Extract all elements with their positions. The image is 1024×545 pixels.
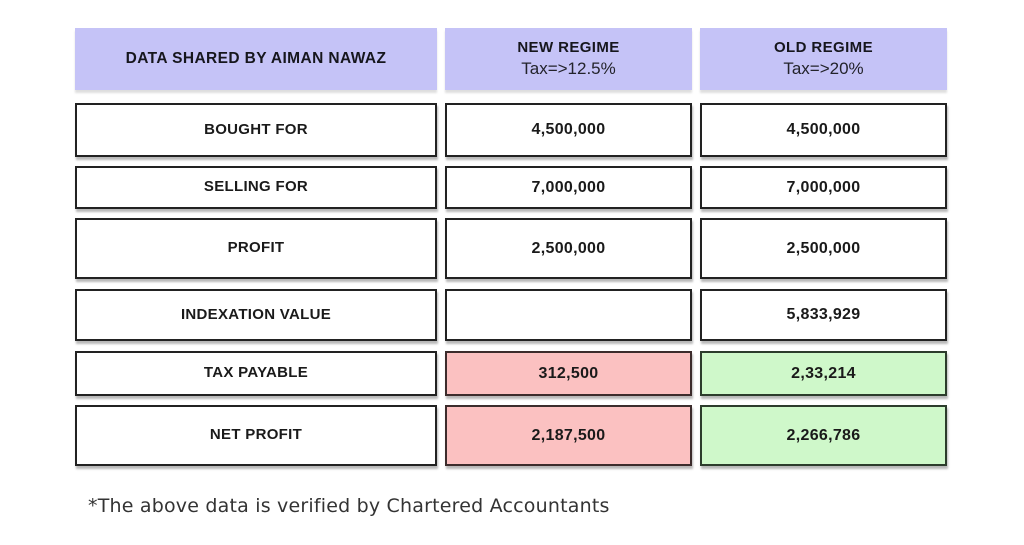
header-new-regime-cell bbox=[445, 28, 692, 90]
table-row-net-profit bbox=[75, 405, 947, 466]
header-data-source-cell: DATA SHARED BY AIMAN NAWAZ bbox=[75, 28, 437, 90]
header-old-regime-tax-rate: Tax=>20% bbox=[783, 58, 864, 78]
cell-new-regime-empty bbox=[445, 289, 692, 341]
header-new-regime-title: NEW REGIME bbox=[517, 39, 620, 56]
table-body bbox=[75, 103, 947, 466]
header-old-regime-title: OLD REGIME bbox=[773, 39, 873, 56]
row-label: SELLING FOR bbox=[75, 166, 437, 209]
cell-old-regime: 2,500,000 bbox=[700, 218, 947, 279]
table-row-selling-for bbox=[75, 166, 947, 209]
table-row-bought-for bbox=[75, 103, 947, 157]
cell-new-regime: 2,500,000 bbox=[445, 218, 692, 279]
cell-new-regime-highlight-negative: 312,500 bbox=[445, 351, 692, 396]
table-row-indexation-value bbox=[75, 289, 947, 341]
table-row-tax-payable bbox=[75, 351, 947, 396]
row-label: PROFIT bbox=[75, 218, 437, 279]
row-label: BOUGHT FOR bbox=[75, 103, 437, 157]
header-row bbox=[75, 28, 947, 90]
table-row-profit bbox=[75, 218, 947, 279]
tax-regime-comparison-table bbox=[75, 28, 947, 466]
header-old-regime-cell bbox=[700, 28, 947, 90]
row-label: NET PROFIT bbox=[75, 405, 437, 466]
cell-old-regime: 4,500,000 bbox=[700, 103, 947, 157]
cell-old-regime: 5,833,929 bbox=[700, 289, 947, 341]
verification-footnote: *The above data is verified by Chartered Accountants bbox=[88, 495, 610, 517]
cell-new-regime: 7,000,000 bbox=[445, 166, 692, 209]
row-label: INDEXATION VALUE bbox=[75, 289, 437, 341]
row-label: TAX PAYABLE bbox=[75, 351, 437, 396]
cell-new-regime: 4,500,000 bbox=[445, 103, 692, 157]
cell-new-regime-highlight-negative: 2,187,500 bbox=[445, 405, 692, 466]
header-new-regime-tax-rate: Tax=>12.5% bbox=[521, 58, 616, 78]
cell-old-regime-highlight-positive: 2,33,214 bbox=[700, 351, 947, 396]
cell-old-regime-highlight-positive: 2,266,786 bbox=[700, 405, 947, 466]
cell-old-regime: 7,000,000 bbox=[700, 166, 947, 209]
